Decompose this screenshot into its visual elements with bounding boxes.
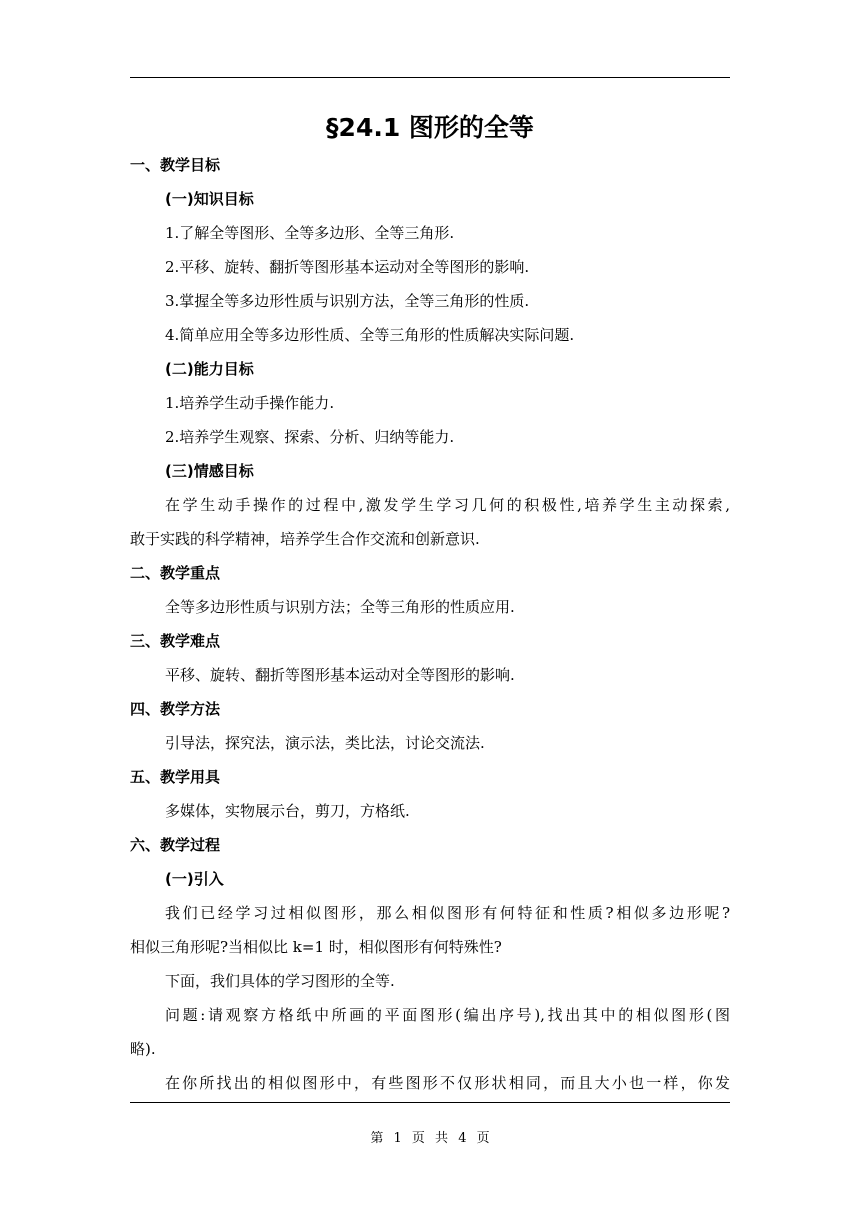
page-number-footer: 第 1 页 共 4 页 <box>370 1131 490 1146</box>
section-heading: 五、教学用具 <box>130 768 221 786</box>
footer-rule <box>130 1102 730 1103</box>
paragraph: 全等多边形性质与识别方法；全等三角形的性质应用. <box>165 598 515 616</box>
section-heading: 三、教学难点 <box>130 632 221 650</box>
subsection-heading: (一)引入 <box>165 870 224 888</box>
section-heading: 一、教学目标 <box>130 156 221 174</box>
subsection-heading: (二)能力目标 <box>165 360 254 378</box>
paragraph: 4.简单应用全等多边形性质、全等三角形的性质解决实际问题. <box>165 326 575 344</box>
paragraph: 3.掌握全等多边形性质与识别方法，全等三角形的性质. <box>165 292 530 310</box>
paragraph: 在你所找出的相似图形中，有些图形不仅形状相同，而且大小也一样，你发 <box>165 1074 730 1092</box>
subsection-heading: (三)情感目标 <box>165 462 254 480</box>
section-heading: 六、教学过程 <box>130 836 221 854</box>
paragraph: 平移、旋转、翻折等图形基本运动对全等图形的影响. <box>165 666 515 684</box>
document-body <box>130 152 730 1104</box>
paragraph: 在学生动手操作的过程中,激发学生学习几何的积极性,培养学生主动探索, <box>165 496 730 514</box>
paragraph: 2.培养学生观察、探索、分析、归纳等能力. <box>165 428 455 446</box>
paragraph: 敢于实践的科学精神，培养学生合作交流和创新意识. <box>130 530 480 548</box>
section-heading: 四、教学方法 <box>130 700 221 718</box>
paragraph: 问题:请观察方格纸中所画的平面图形(编出序号),找出其中的相似图形(图 <box>165 1006 730 1024</box>
paragraph: 我们已经学习过相似图形，那么相似图形有何特征和性质?相似多边形呢? <box>165 904 730 922</box>
paragraph: 多媒体，实物展示台，剪刀，方格纸. <box>165 802 410 820</box>
paragraph: 略). <box>130 1040 156 1058</box>
paragraph: 引导法，探究法，演示法，类比法，讨论交流法. <box>165 734 485 752</box>
section-heading: 二、教学重点 <box>130 564 221 582</box>
paragraph: 相似三角形呢?当相似比 k=1 时，相似图形有何特殊性? <box>130 938 502 956</box>
paragraph: 1.培养学生动手操作能力. <box>165 394 335 412</box>
subsection-heading: (一)知识目标 <box>165 190 254 208</box>
paragraph: 下面，我们具体的学习图形的全等. <box>165 972 395 990</box>
header-rule <box>130 77 730 78</box>
paragraph: 2.平移、旋转、翻折等图形基本运动对全等图形的影响. <box>165 258 530 276</box>
page-title: §24.1 图形的全等 <box>326 113 534 142</box>
paragraph: 1.了解全等图形、全等多边形、全等三角形. <box>165 224 455 242</box>
